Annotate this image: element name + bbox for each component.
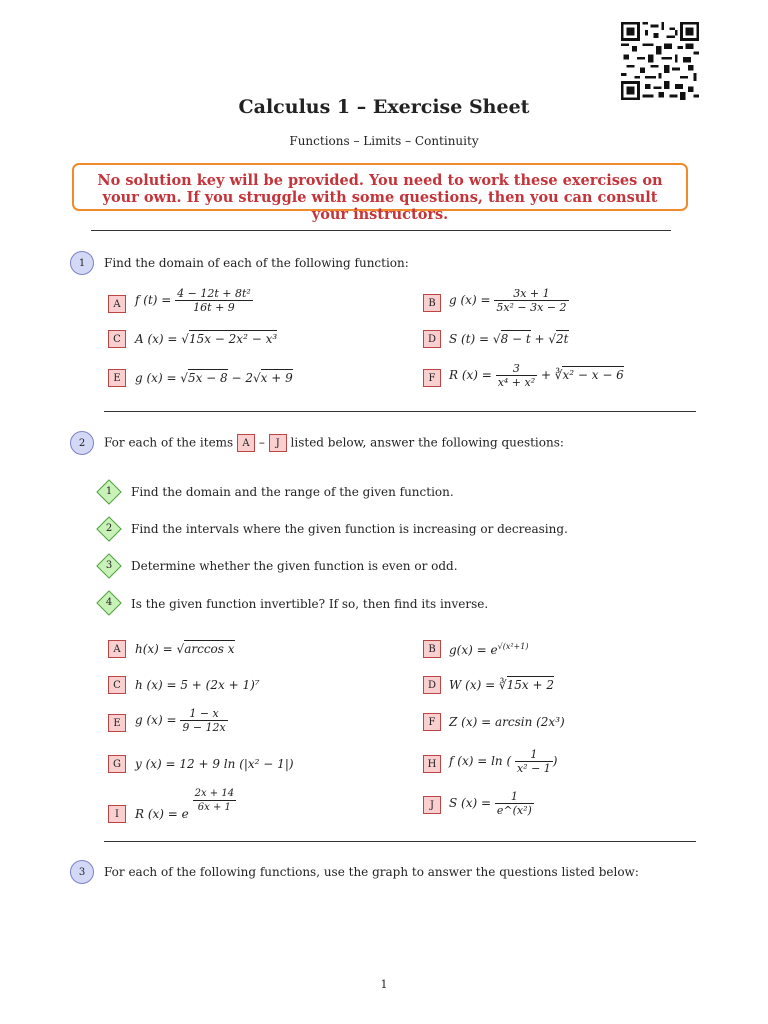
item-label-f: F <box>423 369 441 387</box>
q2-item-label-i: I <box>108 805 126 823</box>
divider-top <box>91 230 671 231</box>
subquestion-text-2: Find the intervals where the given function is increasing or decreasing. <box>131 522 568 536</box>
qr-code-image <box>621 22 699 100</box>
divider-q1 <box>104 411 696 412</box>
q2-expression-g: y (x) = 12 + 9 ln (|x² − 1|) <box>135 757 294 771</box>
q2-expression-i: R (x) = e $\frac{2x + 14}{6x + 1}$ <box>135 788 235 821</box>
q2-item-label-b: B <box>423 640 441 658</box>
q2-item-label-c: C <box>108 676 126 694</box>
q1-expression-b: g (x) = $\frac{3x + 1}{\text{5x² − 3x − 2}}$ <box>449 287 567 314</box>
question-number-3: 3 <box>70 860 94 884</box>
subquestion-marker-1: 1 <box>96 479 122 505</box>
subquestion-marker-3: 3 <box>96 553 122 579</box>
q2-expression-h: f (x) = ln ( $\frac{1}{\text{x² − 1}}$ ) <box>449 748 558 775</box>
q2-expression-b: $g(x) = e^{√(x^2+1)}$ <box>449 642 529 657</box>
q2-expression-a: h(x) = √arccos x <box>135 642 235 656</box>
question-3-text: For each of the following functions, use the graph to answer the questions listed below: <box>104 865 639 879</box>
q2-item-label-a: A <box>108 640 126 658</box>
q2-expression-f: Z (x) = arcsin (2x³) <box>449 715 565 729</box>
item-label-b: B <box>423 294 441 312</box>
page-subtitle: Functions – Limits – Continuity <box>289 134 479 148</box>
q2-expression-e: g (x) = $\frac{1 - x}{9 - 12x}$ <box>135 707 226 734</box>
q2-expression-j: S (x) = $\frac{1}{\text{e\textasciicircum{}(x²)}}$ <box>449 790 532 817</box>
subquestion-text-3: Determine whether the given function is even or odd. <box>131 559 458 573</box>
q2-item-label-f: F <box>423 713 441 731</box>
divider-q2 <box>104 841 696 842</box>
q1-expression-f: R (x) = $\frac{3}{\text{x⁴ + x²}}$ + ∛x² − x − 6 <box>449 362 624 389</box>
subquestion-text-4: Is the given function invertible? If so, then find its inverse. <box>131 597 489 611</box>
q1-expression-c: A (x) = √15x − 2x² − x³ <box>135 332 278 346</box>
q1-expression-a: f (t) = $\frac{\text{4 − 12t + 8t²}}{16t + 9}$ <box>135 287 251 314</box>
subquestion-marker-2: 2 <box>96 516 122 542</box>
item-label-e: E <box>108 369 126 387</box>
question-2-text: For each of the items A – J listed below, answer the following questions: <box>104 434 564 452</box>
page-title: Calculus 1 – Exercise Sheet <box>238 96 530 118</box>
subquestion-marker-4: 4 <box>96 590 122 616</box>
notice-box <box>72 163 688 223</box>
notice-text: No solution key will be provided. You need to work these exercises on your own. If you struggle with some questions, then you can consult your instructors. <box>97 172 663 223</box>
q1-expression-d: S (t) = √8 − t + √2t <box>449 332 569 346</box>
q2-item-label-g: G <box>108 755 126 773</box>
q2-item-label-e: E <box>108 714 126 732</box>
question-1-text: Find the domain of each of the following function: <box>104 256 409 270</box>
question-number-2: 2 <box>70 431 94 455</box>
item-label-d: D <box>423 330 441 348</box>
q1-expression-e: g (x) = √5x − 8 − 2√x + 9 <box>135 371 293 385</box>
range-end-label: J <box>269 434 287 452</box>
item-label-c: C <box>108 330 126 348</box>
question-number-1: 1 <box>70 251 94 275</box>
q2-expression-d: W (x) = ∛15x + 2 <box>449 678 554 692</box>
q2-item-label-j: J <box>423 796 441 814</box>
range-start-label: A <box>237 434 255 452</box>
item-label-a: A <box>108 295 126 313</box>
page-number: 1 <box>380 978 388 991</box>
q2-expression-c: h (x) = 5 + (2x + 1)⁷ <box>135 678 260 692</box>
subquestion-text-1: Find the domain and the range of the given function. <box>131 485 454 499</box>
q2-item-label-d: D <box>423 676 441 694</box>
q2-item-label-h: H <box>423 755 441 773</box>
